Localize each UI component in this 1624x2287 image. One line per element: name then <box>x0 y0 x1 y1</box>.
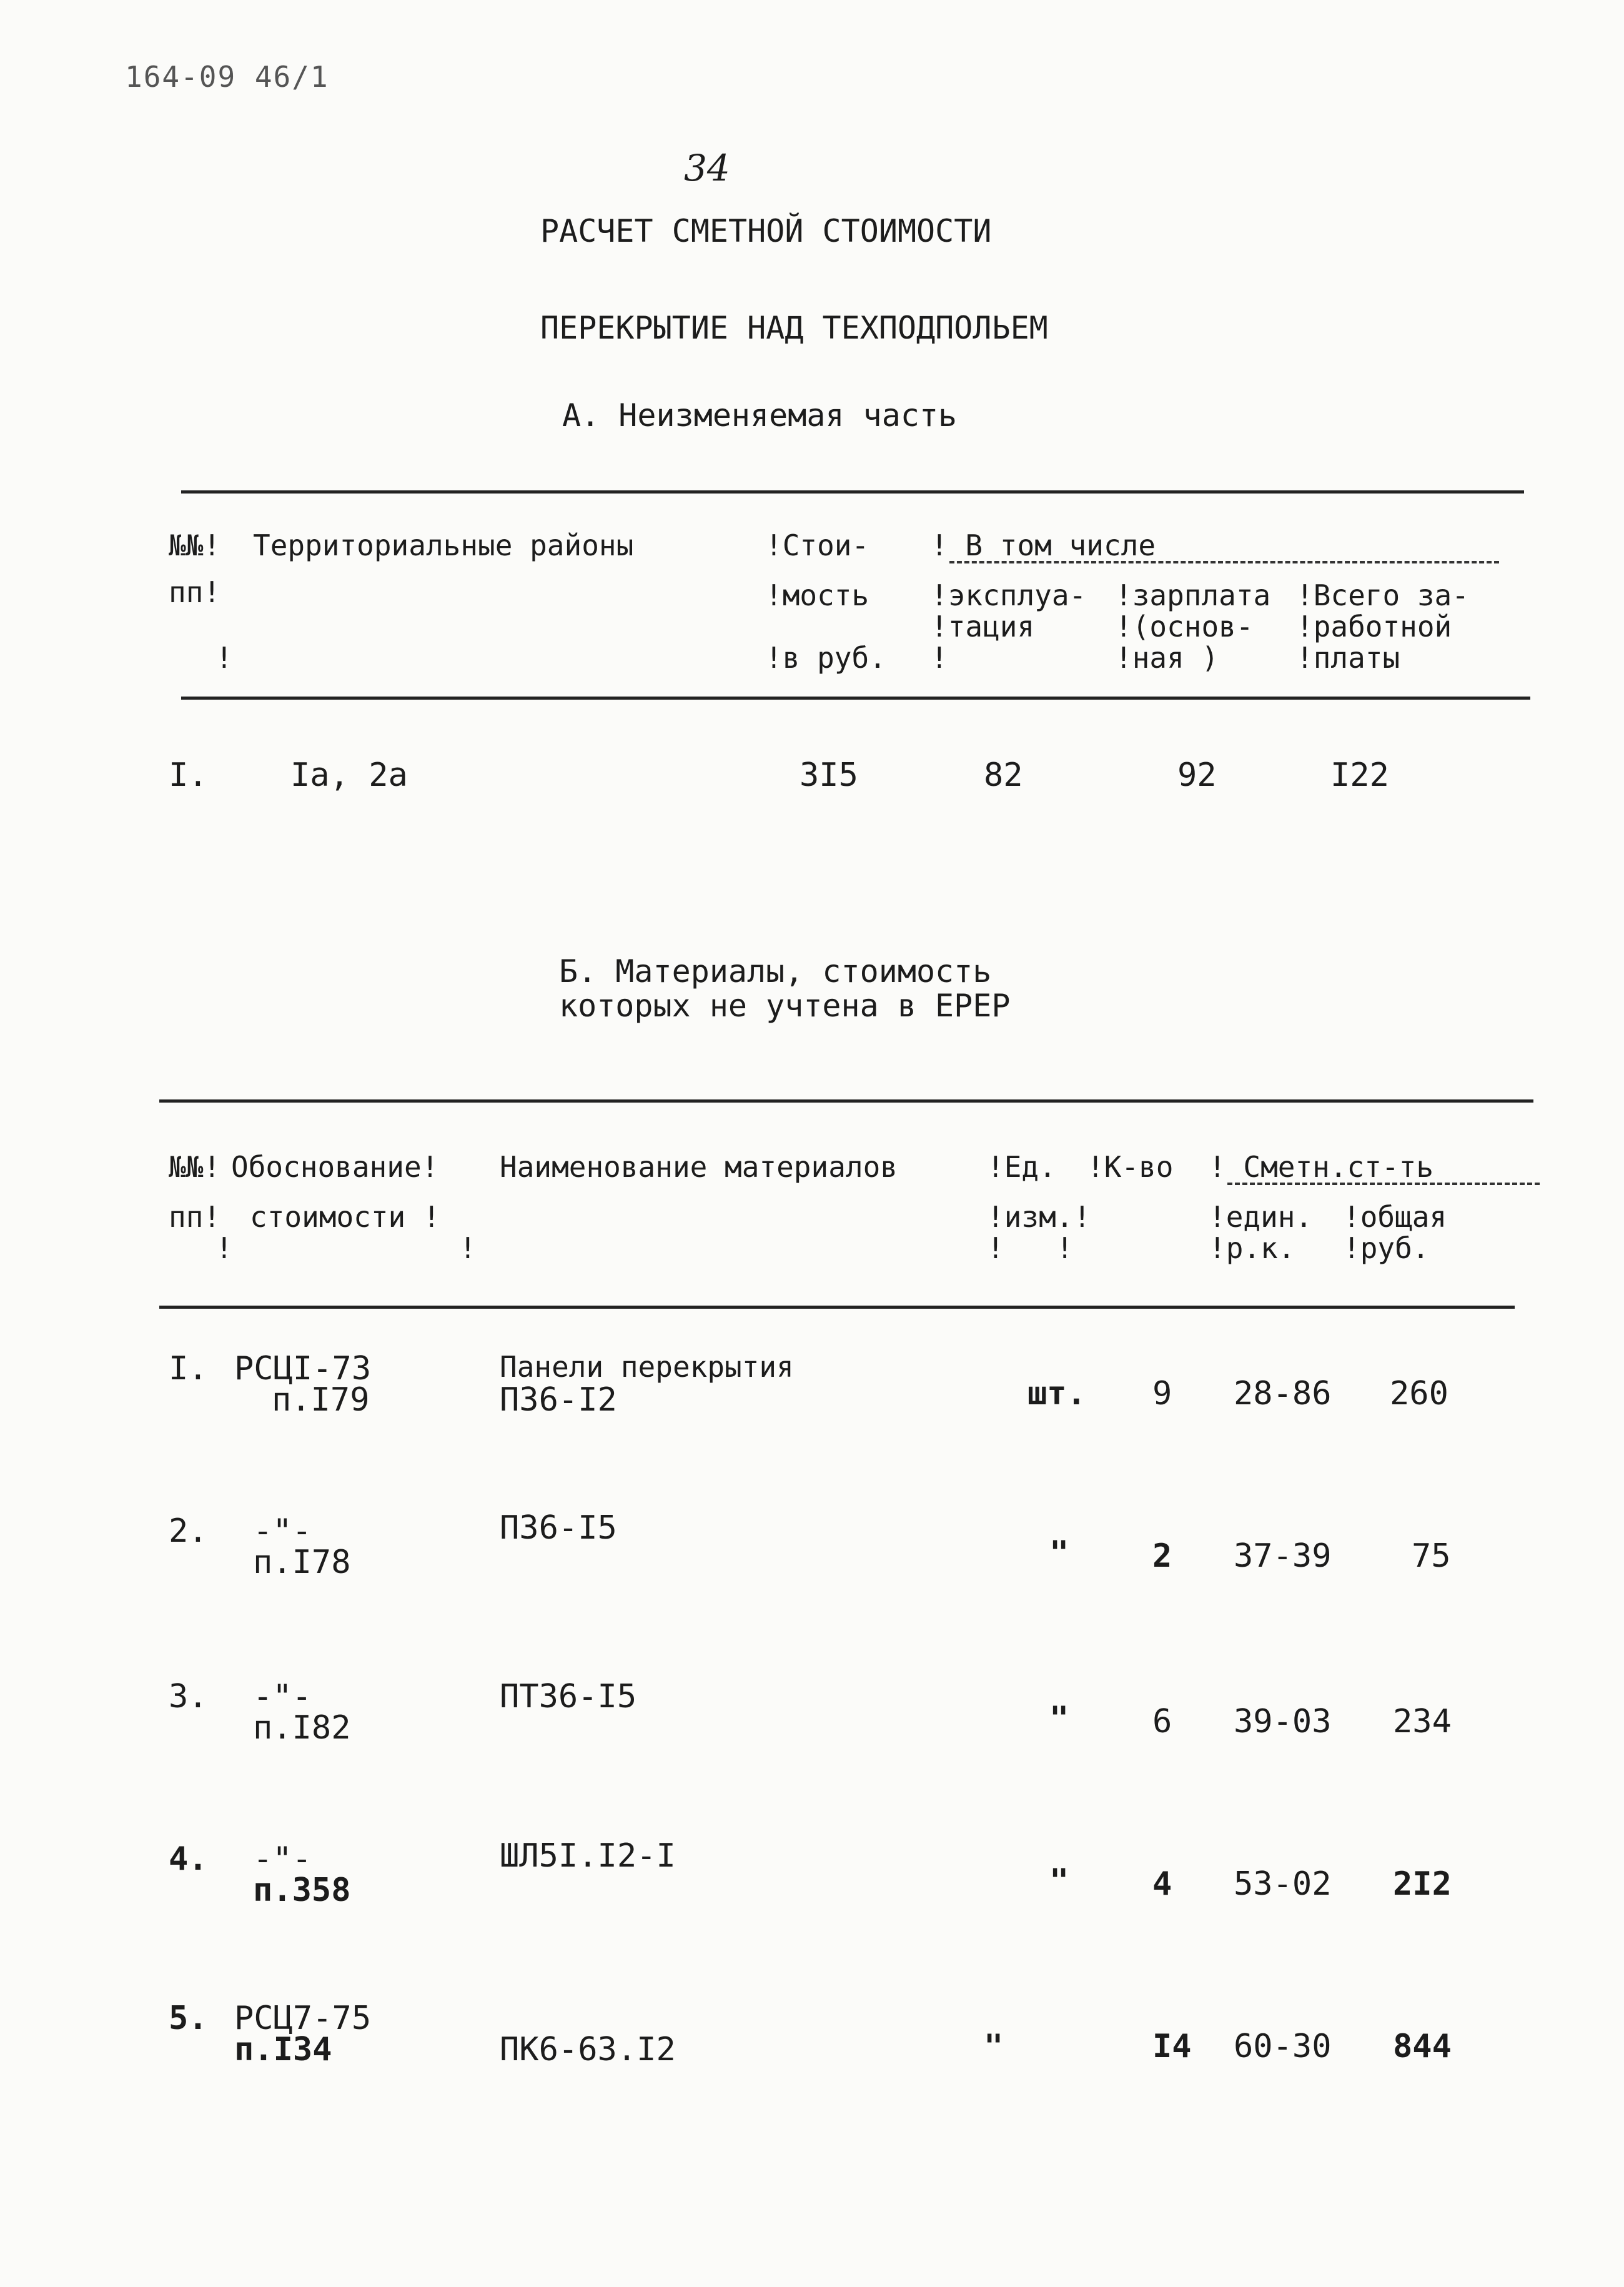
row-unit-cost: 28-86 <box>1234 1375 1332 1412</box>
row-unit: шт. <box>1027 1375 1086 1412</box>
header-region: Территориальные районы <box>253 528 634 562</box>
row-unit-cost: 60-30 <box>1234 2028 1332 2065</box>
row-num: 2. <box>169 1512 208 1550</box>
row-basis-2: п.I34 <box>234 2031 332 2068</box>
header-material-name: Наименование материалов <box>500 1150 898 1184</box>
row-basis-1: РСЦI-73 <box>234 1350 372 1387</box>
section-b-title-line-1: Б. Материалы, стоимость <box>559 953 992 990</box>
header-basis-2: стоимости ! <box>250 1200 440 1234</box>
header-total-wage-3: !платы <box>1296 641 1400 675</box>
page-number: 34 <box>684 147 730 189</box>
row-wage: 92 <box>1177 757 1217 794</box>
section-a-title: А. Неизменяемая часть <box>562 397 958 434</box>
header-included-underline <box>949 561 1499 563</box>
header-num-2: пп! <box>169 575 221 609</box>
header-basis-1: Обоснование! <box>231 1150 439 1184</box>
header-unit-cost-1: !един. <box>1209 1200 1313 1234</box>
row-name-1: П36-I5 <box>500 1509 617 1547</box>
row-total: 75 <box>1412 1537 1451 1575</box>
row-num: I. <box>169 757 208 794</box>
header-wage-2: !(основ- <box>1115 610 1254 643</box>
row-operation: 82 <box>984 757 1023 794</box>
document-code: 164-09 46/1 <box>125 60 329 94</box>
header-wage-3: !ная ) <box>1115 641 1219 675</box>
section-a-header-rule <box>181 697 1530 700</box>
header-total-2: !руб. <box>1343 1231 1430 1265</box>
section-b-header-rule <box>159 1306 1515 1309</box>
row-unit: " <box>1049 1534 1069 1572</box>
header-num-1: №№! <box>169 528 221 562</box>
row-basis-1: -"- <box>253 1840 312 1878</box>
header-cost-2: !мость <box>765 578 869 612</box>
header-unit-2: !изм.! <box>987 1200 1091 1234</box>
row-unit-cost: 39-03 <box>1234 1703 1332 1740</box>
row-basis-1: РСЦ7-75 <box>234 2000 372 2037</box>
row-quantity: I4 <box>1152 2028 1192 2065</box>
row-name-1: ШЛ5I.I2-I <box>500 1837 676 1875</box>
row-name-2: П36-I2 <box>500 1381 617 1419</box>
row-num: 3. <box>169 1678 208 1715</box>
row-total: 2I2 <box>1393 1865 1452 1903</box>
header-wage-1: !зарплата <box>1115 578 1271 612</box>
row-basis-1: -"- <box>253 1678 312 1715</box>
row-quantity: 6 <box>1152 1703 1172 1740</box>
row-quantity: 4 <box>1152 1865 1172 1903</box>
header-included: ! В том числе <box>931 528 1156 562</box>
header-operation-1: !эксплуа- <box>931 578 1087 612</box>
row-basis-1: -"- <box>253 1512 312 1550</box>
header-total-1: !общая <box>1343 1200 1447 1234</box>
header-cost-1: !Стои- <box>765 528 869 562</box>
row-num: 4. <box>169 1840 208 1878</box>
row-quantity: 2 <box>1152 1537 1172 1575</box>
header-num-3: ! <box>215 641 233 675</box>
row-basis-2: п.I82 <box>253 1709 351 1747</box>
header-unit-3: ! ! <box>987 1231 1074 1265</box>
header-estimated-cost-underline <box>1227 1183 1540 1185</box>
row-num: I. <box>169 1350 208 1387</box>
row-unit: " <box>984 2028 1004 2065</box>
header-num-2: пп! <box>169 1200 221 1234</box>
row-unit: " <box>1049 1700 1069 1737</box>
row-quantity: 9 <box>1152 1375 1172 1412</box>
row-name-2: ПК6-63.I2 <box>500 2031 676 2068</box>
row-total: 234 <box>1393 1703 1452 1740</box>
header-cost-3: !в руб. <box>765 641 886 675</box>
row-basis-2: п.I78 <box>253 1544 351 1581</box>
page-title: РАСЧЕТ СМЕТНОЙ СТОИМОСТИ <box>540 213 992 249</box>
row-basis-2: п.I79 <box>272 1381 370 1419</box>
row-total: 844 <box>1393 2028 1452 2065</box>
section-b-top-rule <box>159 1099 1533 1103</box>
row-total: 260 <box>1390 1375 1448 1412</box>
header-quantity: !К-во <box>1087 1150 1174 1184</box>
header-total-wage-2: !работной <box>1296 610 1452 643</box>
header-total-wage-1: !Всего за- <box>1296 578 1469 612</box>
header-operation-2: !тация <box>931 610 1035 643</box>
header-estimated-cost: ! Сметн.ст-ть <box>1209 1150 1434 1184</box>
header-num-1: №№! <box>169 1150 221 1184</box>
header-unit-1: !Ед. <box>987 1150 1056 1184</box>
header-operation-3: ! <box>931 641 948 675</box>
row-unit-cost: 53-02 <box>1234 1865 1332 1903</box>
section-b-title-line-2: которых не учтена в ЕРЕР <box>559 988 1011 1024</box>
row-name-1: Панели перекрытия <box>500 1350 794 1384</box>
page-subtitle: ПЕРЕКРЫТИЕ НАД ТЕХПОДПОЛЬЕМ <box>540 310 1048 346</box>
row-num: 5. <box>169 2000 208 2037</box>
row-name-1: ПТ36-I5 <box>500 1678 637 1715</box>
section-a-top-rule <box>181 490 1524 494</box>
row-unit: " <box>1049 1862 1069 1900</box>
header-basis-3: ! <box>459 1231 477 1265</box>
header-unit-cost-2: !р.к. <box>1209 1231 1295 1265</box>
row-cost: 3I5 <box>800 757 858 794</box>
header-num-3: ! <box>215 1231 233 1265</box>
row-total-wage: I22 <box>1330 757 1389 794</box>
row-regions: Iа, 2а <box>290 757 408 794</box>
row-basis-2: п.358 <box>253 1872 351 1909</box>
row-unit-cost: 37-39 <box>1234 1537 1332 1575</box>
